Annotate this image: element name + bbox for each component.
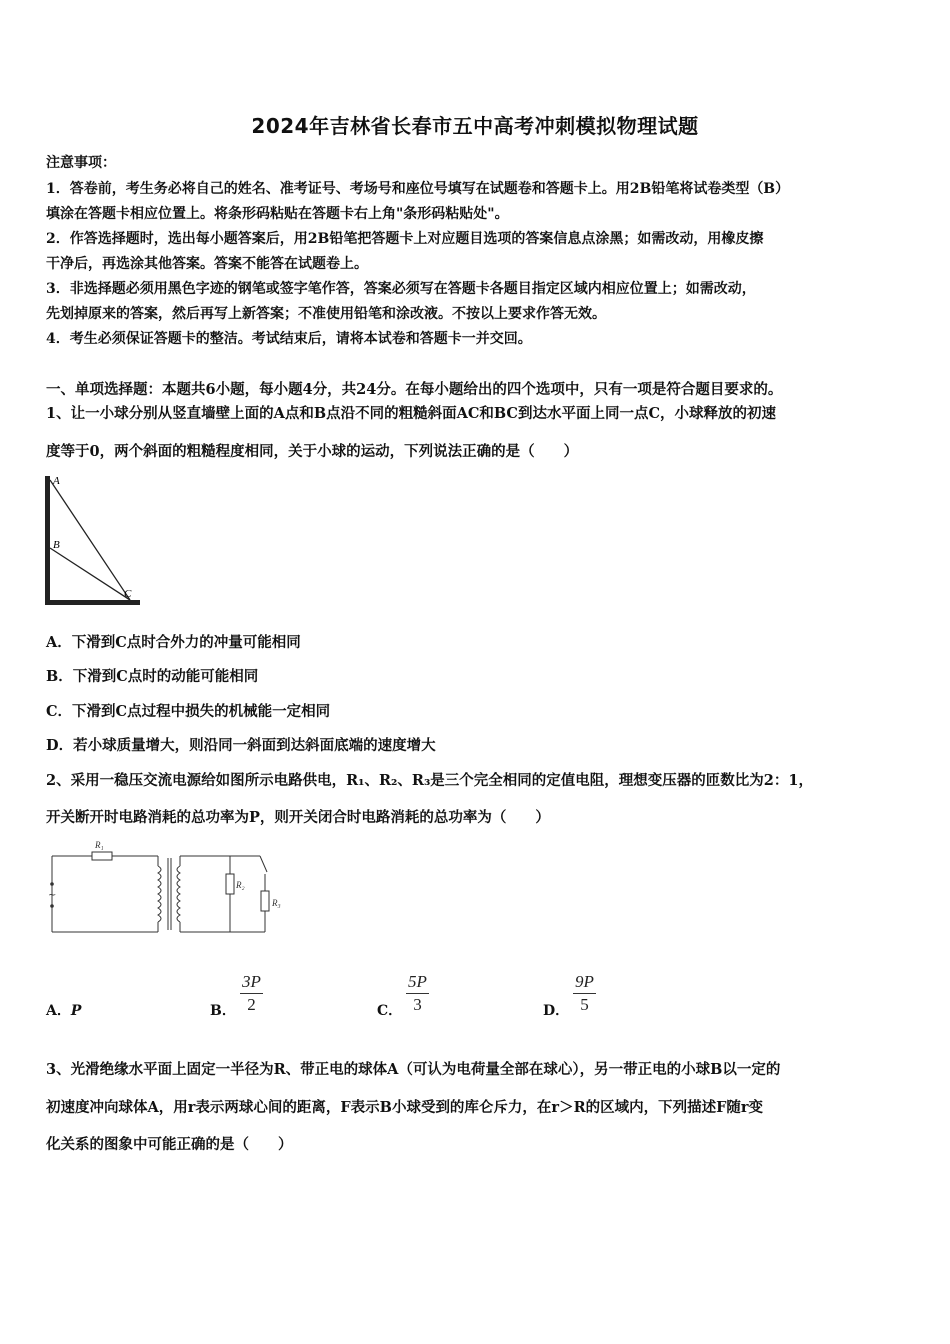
r2-label: R₂ — [236, 880, 245, 890]
fraction-denominator: 3 — [413, 995, 422, 1014]
notice-line: 填涂在答题卡相应位置上。将条形码粘贴在答题卡右上角"条形码粘贴处"。 — [46, 206, 509, 222]
point-b-label: B — [53, 539, 60, 551]
option-label: A． — [46, 1003, 71, 1019]
q2-option-a — [46, 1000, 81, 1020]
fraction-denominator: 2 — [247, 995, 256, 1014]
point-c-label: C — [124, 588, 132, 600]
ac-source-symbol: ~ — [48, 890, 57, 901]
q2-option-c-fraction — [406, 972, 429, 1015]
notice-line: 2．作答选择题时，选出每小题答案后，用2B铅笔把答题卡上对应题目选项的答案信息点涂黑；如需改动，用橡皮擦 — [46, 231, 764, 247]
notice-line: 干净后，再选涂其他答案。答案不能答在试题卷上。 — [46, 256, 368, 272]
q2-option-b-label: B． — [210, 1003, 236, 1019]
q2-option-c-label: C． — [377, 1003, 403, 1019]
r1-label: R₁ — [95, 840, 104, 850]
page-title: 2024年吉林省长春市五中高考冲刺模拟物理试题 — [251, 114, 699, 138]
section-heading: 一、单项选择题：本题共6小题，每小题4分，共24分。在每小题给出的四个选项中，只有一项是符合题目要求的。 — [46, 381, 783, 398]
q1-option-b: B．下滑到C点时的动能可能相同 — [46, 668, 259, 685]
fraction-numerator: 3P — [242, 972, 261, 991]
notice-line: 先划掉原来的答案，然后再写上新答案；不准使用铅笔和涂改液。不按以上要求作答无效。 — [46, 306, 606, 322]
q1-option-c: C．下滑到C点过程中损失的机械能一定相同 — [46, 703, 331, 720]
fraction-denominator: 5 — [580, 995, 589, 1014]
r3-label: R₃ — [272, 898, 281, 908]
q2-text-line1: 2、采用一稳压交流电源给如图所示电路供电，R₁、R₂、R₃是三个完全相同的定值电阻，理想变压器的匝数比为2：1， — [46, 772, 813, 789]
q2-text-line2: 开关断开时电路消耗的总功率为P，则开关闭合时电路消耗的总功率为（ ） — [46, 809, 550, 826]
q1-text-line2: 度等于0，两个斜面的粗糙程度相同，关于小球的运动，下列说法正确的是（ ） — [46, 443, 579, 460]
option-value: P — [70, 1003, 82, 1019]
q1-option-a: A．下滑到C点时合外力的冲量可能相同 — [46, 634, 301, 651]
fraction-numerator: 9P — [575, 972, 594, 991]
q1-incline-figure — [40, 472, 150, 612]
notice-line: 4．考生必须保证答题卡的整洁。考试结束后，请将本试卷和答题卡一并交回。 — [46, 331, 532, 347]
q3-text-line3: 化关系的图象中可能正确的是（ ） — [46, 1136, 293, 1153]
fraction-numerator: 5P — [408, 972, 427, 991]
q1-text-line1: 1、让一小球分别从竖直墙壁上面的A点和B点沿不同的粗糙斜面AC和BC到达水平面上同一点C，小球释放的初速 — [46, 405, 776, 422]
q2-option-b-fraction — [240, 972, 263, 1015]
q2-option-d-fraction — [573, 972, 596, 1015]
notice-line: 1．答卷前，考生务必将自己的姓名、准考证号、考场号和座位号填写在试题卷和答题卡上。用2B铅笔将试卷类型（B） — [46, 181, 790, 197]
q2-transformer-circuit — [40, 836, 300, 941]
notice-line: 3．非选择题必须用黑色字迹的钢笔或签字笔作答，答案必须写在答题卡各题目指定区域内相应位置上；如需改动， — [46, 281, 756, 297]
q1-option-d: D．若小球质量增大，则沿同一斜面到达斜面底端的速度增大 — [46, 737, 436, 754]
q3-text-line2: 初速度冲向球体A，用r表示两球心间的距离，F表示B小球受到的库仑斥力，在r＞R的区域内，下列描述F随r变 — [46, 1099, 764, 1116]
q3-text-line1: 3、光滑绝缘水平面上固定一半径为R、带正电的球体A（可认为电荷量全部在球心），另一带正电的小球B以一定的 — [46, 1061, 781, 1078]
notice-heading: 注意事项： — [46, 155, 116, 171]
q2-option-d-label: D． — [543, 1003, 570, 1019]
point-a-label: A — [53, 475, 60, 487]
